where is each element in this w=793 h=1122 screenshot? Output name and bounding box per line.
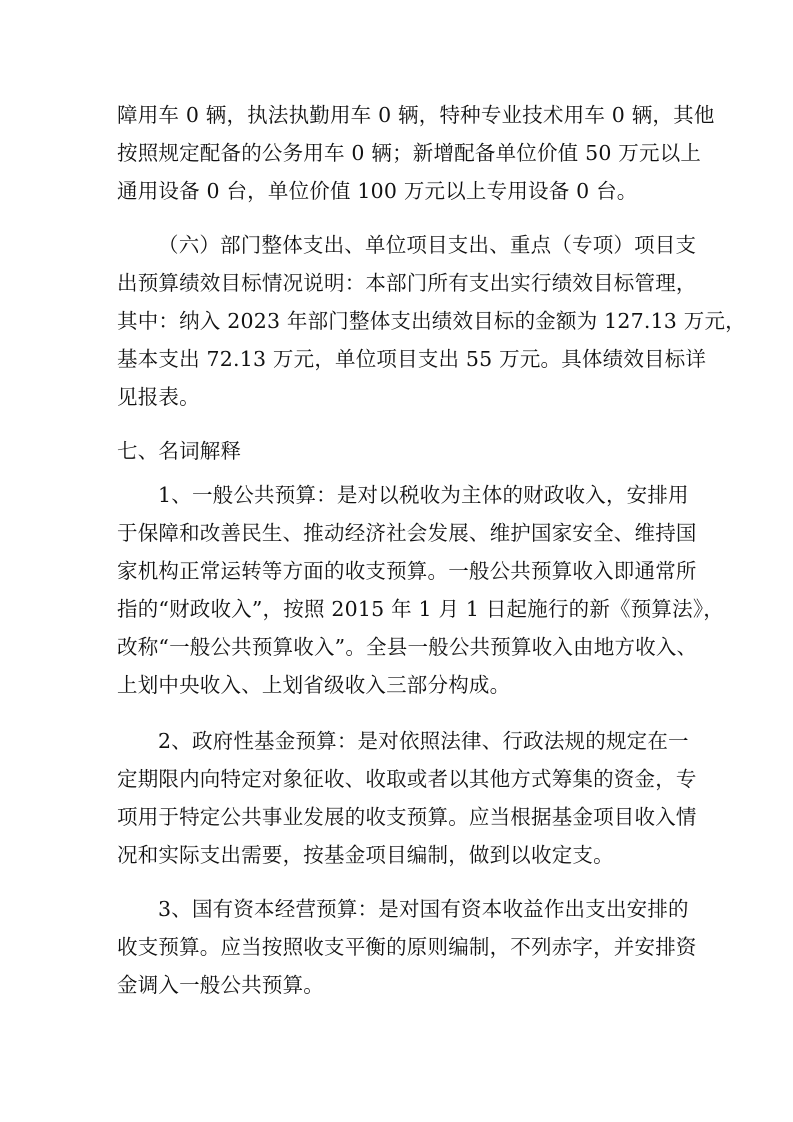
text-line: 其中：纳入 2023 年部门整体支出绩效目标的金额为 127.13 万元，: [117, 309, 746, 333]
text-line: 障用车 0 辆，执法执勤用车 0 辆，特种专业技术用车 0 辆，其他: [117, 103, 715, 127]
text-line: 金调入一般公共预算。: [117, 973, 324, 997]
paragraph-general-public-budget: [117, 476, 724, 704]
text-line: 按照规定配备的公务用车 0 辆；新增配备单位价值 50 万元以上: [117, 141, 702, 165]
text-line: （六）部门整体支出、单位项目支出、重点（专项）项目支: [158, 233, 697, 257]
text-line: 3、国有资本经营预算：是对国有资本收益作出支出安排的: [158, 897, 689, 921]
text-line: 1、一般公共预算：是对以税收为主体的财政收入，安排用: [158, 483, 689, 507]
text-line: 家机构正常运转等方面的收支预算。一般公共预算收入即通常所: [117, 559, 697, 583]
text-line: 2、政府性基金预算：是对依照法律、行政法规的规定在一: [158, 729, 689, 753]
text-line: 改称“一般公共预算收入”。全县一般公共预算收入由地方收入、: [117, 635, 698, 659]
text-line: 上划中央收入、上划省级收入三部分构成。: [117, 673, 511, 697]
text-line: 出预算绩效目标情况说明：本部门所有支出实行绩效目标管理，: [117, 271, 697, 295]
text-line: 通用设备 0 台，单位价值 100 万元以上专用设备 0 台。: [117, 179, 638, 203]
text-line: 项用于特定公共事业发展的收支预算。应当根据基金项目收入情: [117, 805, 697, 829]
paragraph-government-fund-budget: [117, 722, 697, 874]
text-line: 见报表。: [117, 385, 200, 409]
section-heading-text: 七、名词解释: [117, 439, 242, 463]
text-line: 于保障和改善民生、推动经济社会发展、维护国家安全、维持国: [117, 521, 697, 545]
paragraph-state-capital-budget: [117, 890, 697, 1004]
text-line: 基本支出 72.13 万元，单位项目支出 55 万元。具体绩效目标详: [117, 347, 707, 371]
text-line: 况和实际支出需要，按基金项目编制，做到以收定支。: [117, 843, 614, 867]
paragraph-performance-targets: [117, 226, 746, 416]
section-heading-glossary: [117, 432, 687, 470]
text-line: 定期限内向特定对象征收、收取或者以其他方式筹集的资金，专: [117, 767, 697, 791]
paragraph-vehicles-continued: [117, 96, 715, 210]
text-line: 收支预算。应当按照收支平衡的原则编制，不列赤字，并安排资: [117, 935, 697, 959]
text-line: 指的“财政收入”，按照 2015 年 1 月 1 日起施行的新《预算法》，: [117, 597, 724, 621]
